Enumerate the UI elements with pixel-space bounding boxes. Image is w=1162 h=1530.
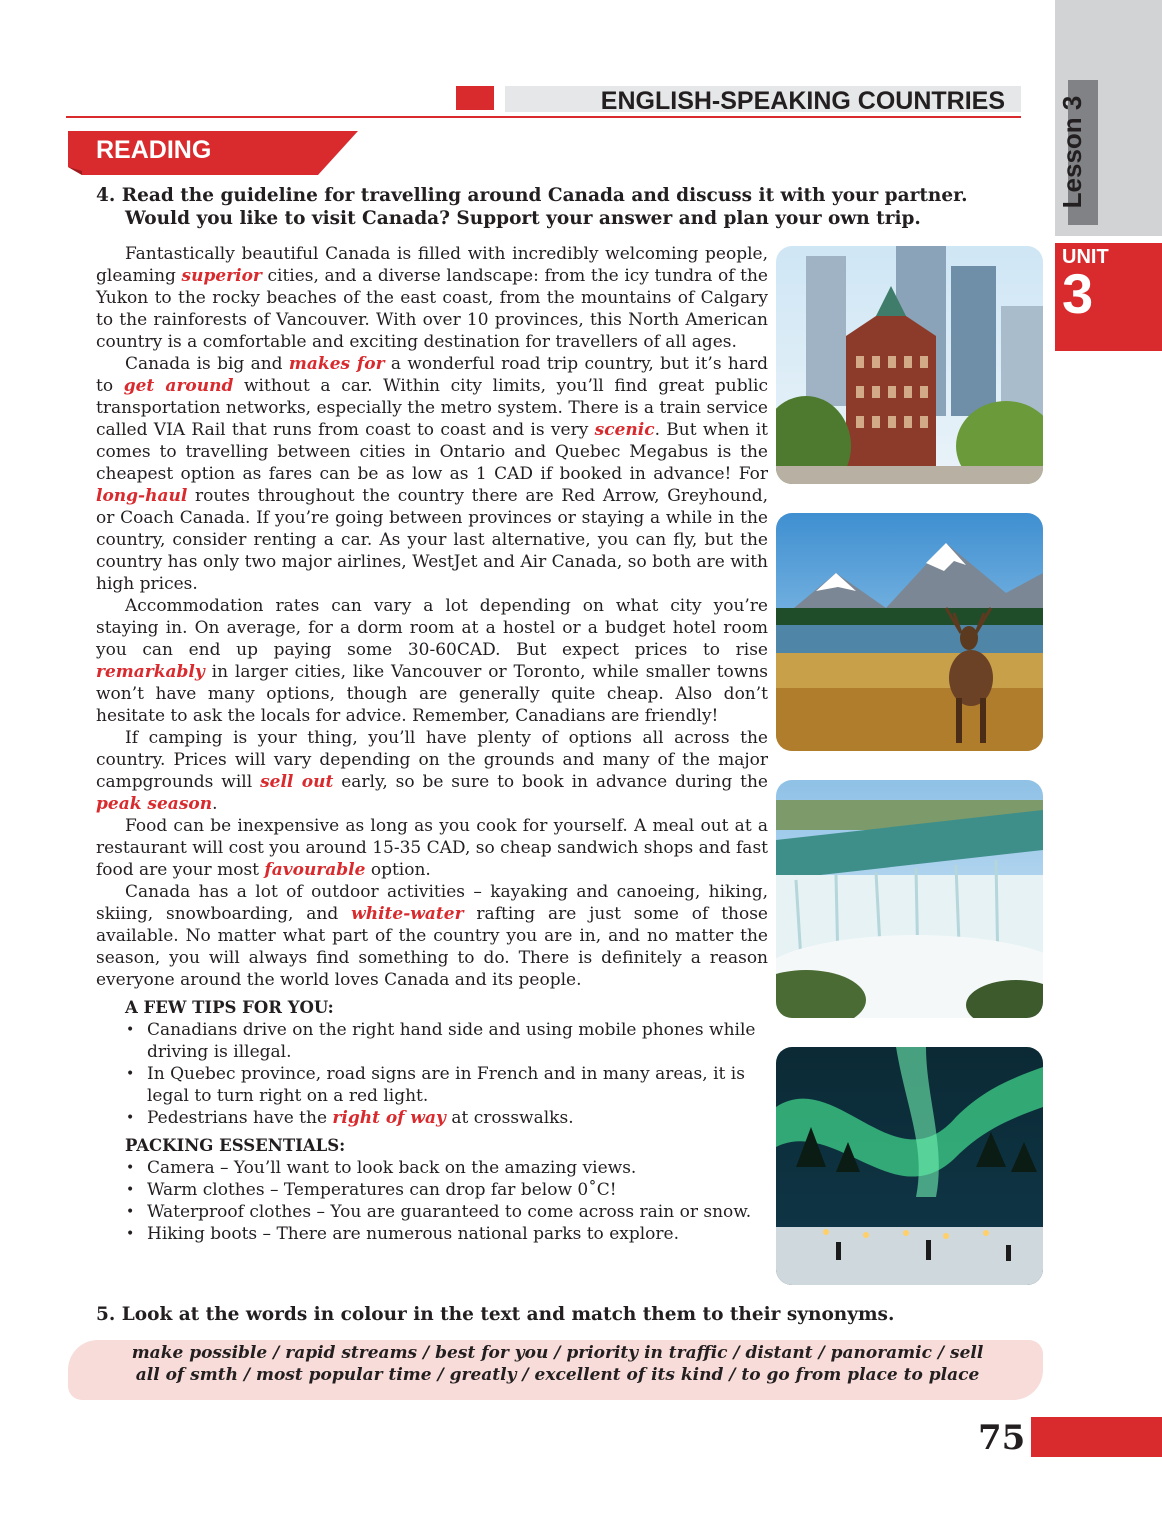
keyword: long-haul — [96, 486, 188, 506]
niagara-falls-photo — [776, 780, 1043, 1018]
list-item: • Hiking boots – There are numerous national parks to explore. — [96, 1223, 768, 1245]
packing-heading: PACKING ESSENTIALS: — [125, 1136, 346, 1155]
text-run: routes throughout the country there are Red Arrow, Greyhound, or Coach Canada. If you’re going between provinces or staying a while in the country, consider renting a car. As your last alternative, you can fly, but the country has only two major airlines, WestJet and Air Canada, so both are with high prices. — [96, 486, 768, 594]
text-run: rafting are just some of those available. No matter what part of the country you are in, and no matter the season, you will always find something to do. There is definitely a reason everyone around the world loves Canada and its people. — [96, 904, 768, 990]
synonyms-line-1: make possible / rapid streams / best for you / priority in traffic / distant / panoramic / sell — [131, 1343, 984, 1363]
toronto-city-photo — [776, 246, 1043, 484]
keyword: makes for — [288, 354, 385, 374]
page-number: 75 — [978, 1418, 1026, 1458]
lesson-label: Lesson 3 — [1057, 95, 1087, 209]
text-run: Pedestrians have the — [147, 1108, 333, 1128]
synonyms-line-2: all of smth / most popular time / greatly / excellent of its kind / to go from place to place — [135, 1365, 980, 1385]
footer-red-bar — [1031, 1417, 1162, 1457]
task-4-line-2: Would you like to visit Canada? Support your answer and plan your own trip. — [125, 208, 921, 229]
keyword: scenic — [594, 420, 655, 440]
packing-list — [96, 1157, 768, 1245]
list-item: • Canadians drive on the right hand side and using mobile phones while driving is illegal. — [96, 1019, 768, 1063]
header-rule — [66, 116, 1021, 118]
tips-list — [96, 1019, 768, 1129]
keyword: get around — [123, 376, 234, 396]
synonyms-box — [90, 1342, 1025, 1386]
text-run: Fantastically beautiful Canada is filled with incredibly welcoming people, gleaming — [96, 244, 768, 286]
keyword: peak season — [96, 794, 213, 814]
list-item: • Waterproof clothes – You are guaranteed to come across rain or snow. — [96, 1201, 768, 1223]
text-run: a wonderful road trip country, but it’s hard to — [96, 354, 768, 396]
text-run: Canada is big and — [125, 354, 289, 374]
paragraph-5 — [96, 815, 768, 881]
header-red-marker — [456, 86, 494, 110]
list-item: • In Quebec province, road signs are in French and in many areas, it is legal to turn right on a red light. — [96, 1063, 768, 1107]
text-run: early, so be sure to book in advance during the — [333, 772, 768, 792]
northern-lights-photo — [776, 1047, 1043, 1285]
keyword: right of way — [332, 1108, 446, 1128]
text-run: in larger cities, like Vancouver or Toronto, while smaller towns won’t have many options, though are generally quite cheap. Also don’t hesitate to ask the locals for advice. Remember, Canadians are friendly! — [96, 662, 768, 726]
keyword: remarkably — [96, 662, 205, 682]
task-4-line-1: 4. Read the guideline for travelling around Canada and discuss it with your partner. — [96, 185, 968, 206]
tips-heading: A FEW TIPS FOR YOU: — [125, 998, 334, 1017]
paragraph-4 — [96, 727, 768, 815]
text-run: If camping is your thing, you’ll have plenty of options all across the country. Prices will vary depending on the grounds and many of the major campgrounds will — [96, 728, 768, 792]
list-item: • Warm clothes – Temperatures can drop far below 0˚C! — [96, 1179, 768, 1201]
reading-label: READING — [96, 136, 212, 164]
task-5: 5. Look at the words in colour in the text and match them to their synonyms. — [96, 1304, 895, 1325]
list-item — [96, 1107, 768, 1129]
text-run: Accommodation rates can vary a lot depending on what city you’re staying in. On average, for a dorm room at a hostel or a budget hotel room you can end up paying some 30-60CAD. But expect prices to rise — [96, 596, 768, 660]
list-item: • Camera – You’ll want to look back on the amazing views. — [96, 1157, 768, 1179]
paragraph-1 — [96, 243, 768, 353]
text-run: . — [212, 794, 218, 814]
text-run: at crosswalks. — [445, 1108, 574, 1128]
mountain-elk-photo — [776, 513, 1043, 751]
keyword: sell out — [260, 772, 334, 792]
task-4 — [96, 184, 1024, 230]
keyword: favourable — [264, 860, 366, 880]
unit-number: 3 — [1062, 262, 1094, 325]
text-run: . But when it comes to travelling between cities in Ontario and Quebec Megabus is the cheapest option as fares can be as low as 1 CAD if booked in advance! For — [96, 420, 769, 484]
keyword: white-water — [351, 904, 464, 924]
text-run: cities, and a diverse landscape: from the icy tundra of the Yukon to the rocky beaches of the east coast, from the mountains of Calgary to the rainforests of Vancouver. With over 10 provinces, this North American country is a comfortable and exciting destination for travellers of all ages. — [96, 266, 768, 352]
unit-label: UNIT — [1062, 246, 1109, 268]
text-run: Canada has a lot of outdoor activities – kayaking and canoeing, hiking, skiing, snowboarding, and — [96, 882, 768, 924]
text-run: without a car. Within city limits, you’ll find great public transportation networks, especially the metro system. There is a train service called VIA Rail that runs from coast to coast and is very — [96, 376, 768, 440]
paragraph-3 — [96, 595, 768, 727]
article-body — [96, 243, 768, 1245]
paragraph-6 — [96, 881, 768, 991]
text-run: option. — [365, 860, 431, 880]
section-title: ENGLISH-SPEAKING COUNTRIES — [600, 87, 1005, 115]
paragraph-2 — [96, 353, 768, 595]
text-run: Food can be inexpensive as long as you cook for yourself. A meal out at a restaurant will cost you around 15-35 CAD, so cheap sandwich shops and fast food are your most — [96, 816, 768, 880]
keyword: superior — [181, 266, 262, 286]
